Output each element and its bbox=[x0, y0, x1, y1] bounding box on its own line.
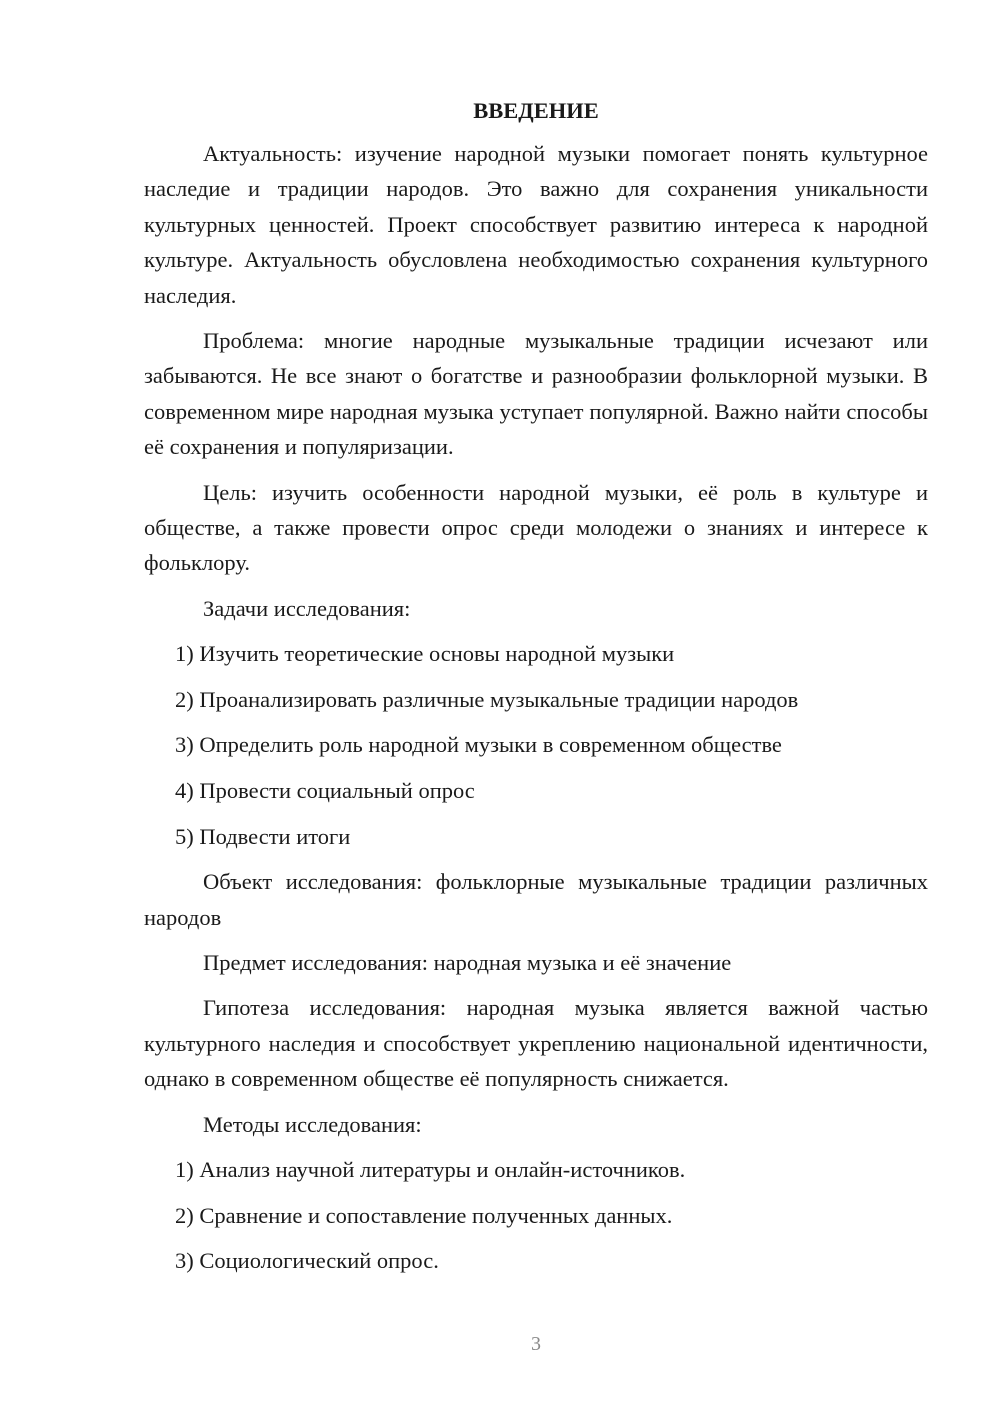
methods-list bbox=[144, 1152, 928, 1279]
tasks-list bbox=[144, 636, 928, 854]
task-item: 5) Подвести итоги bbox=[175, 823, 351, 849]
methods-heading: Методы исследования: bbox=[203, 1111, 422, 1137]
subject-paragraph: Предмет исследования: народная музыка и её значение bbox=[203, 950, 732, 976]
method-item: 2) Сравнение и сопоставление полученных данных. bbox=[175, 1202, 673, 1228]
section-title: ВВЕДЕНИЕ bbox=[473, 98, 599, 123]
task-item: 4) Провести социальный опрос bbox=[175, 778, 475, 804]
page-number: 3 bbox=[531, 1333, 541, 1355]
task-item: 3) Определить роль народной музыки в современном обществе bbox=[175, 732, 782, 758]
relevance-paragraph: Актуальность: изучение народной музыки помогает понять культурное наследие и традиции народов. Это важно для сохранения уникальности культурных ценностей. Проект способствует развитию интереса к народной культуре. Актуальность обусловлена необходимостью сохранения культурного наследия. bbox=[144, 141, 928, 308]
task-item: 2) Проанализировать различные музыкальные традиции народов bbox=[175, 686, 799, 712]
method-item: 1) Анализ научной литературы и онлайн-источников. bbox=[175, 1157, 686, 1183]
method-item: 3) Социологический опрос. bbox=[175, 1248, 439, 1274]
hypothesis-paragraph: Гипотеза исследования: народная музыка является важной частью культурного наследия и способствует укреплению национальной идентичности, однако в современном обществе её популярность снижается. bbox=[144, 995, 928, 1092]
tasks-heading: Задачи исследования: bbox=[203, 595, 411, 621]
problem-paragraph: Проблема: многие народные музыкальные традиции исчезают или забываются. Не все знают о богатстве и разнообразии фольклорной музыки. В современном мире народная музыка уступает популярной. Важно найти способы её сохранения и популяризации. bbox=[144, 328, 928, 460]
document-page bbox=[144, 96, 928, 1289]
task-item: 1) Изучить теоретические основы народной музыки bbox=[175, 641, 675, 667]
goal-paragraph: Цель: изучить особенности народной музыки, её роль в культуре и обществе, а также провести опрос среди молодежи о знаниях и интересе к фольклору. bbox=[144, 479, 928, 576]
object-paragraph: Объект исследования: фольклорные музыкальные традиции различных народов bbox=[144, 869, 928, 930]
